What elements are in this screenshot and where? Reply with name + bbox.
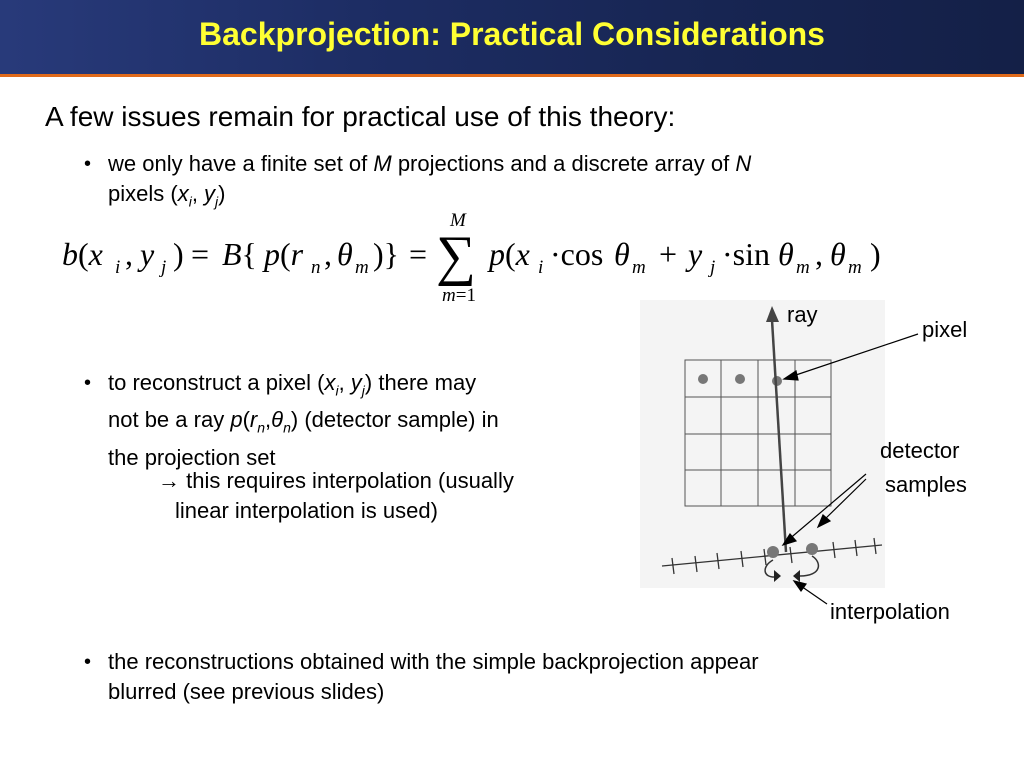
- svg-text:θ: θ: [614, 236, 630, 272]
- svg-text:θ: θ: [778, 236, 794, 272]
- svg-text:,: ,: [125, 236, 133, 272]
- bullet-missing-ray: • to reconstruct a pixel ($x_i$, $y_j$) there may not be a ray $p(r_n,\theta_n)$ (detector sample) in the projection set: [84, 370, 499, 470]
- right-arrow-icon: →: [158, 468, 180, 493]
- svg-text:): ): [173, 236, 184, 272]
- bullet-dot: •: [84, 372, 92, 394]
- bullet-finite-projections: • we only have a finite set of M projections and a discrete array of N pixels ($x_i$, $y_j$): [84, 151, 752, 210]
- svg-text:θ: θ: [830, 236, 846, 272]
- interpolation-note: → this requires interpolation (usually linear interpolation is used): [158, 468, 514, 523]
- svg-text:θ: θ: [337, 236, 353, 272]
- label-ray: ray: [787, 302, 818, 327]
- svg-text:+: +: [659, 236, 678, 272]
- svg-text:b(x: b(x: [62, 236, 103, 272]
- svg-text:p(x: p(x: [489, 236, 530, 272]
- svg-text:·sin: ·sin: [722, 236, 770, 272]
- svg-text:B{: B{: [222, 236, 257, 272]
- svg-text:i: i: [115, 257, 121, 278]
- svg-text:): ): [870, 236, 881, 272]
- svg-text:j: j: [710, 257, 716, 278]
- label-samples: samples: [885, 472, 967, 497]
- intro-text: A few issues remain for practical use of this theory:: [45, 101, 676, 132]
- svg-text:)}: )}: [373, 236, 400, 272]
- svg-text:M: M: [450, 210, 466, 231]
- svg-text:m: m: [848, 257, 862, 278]
- bullet-blurred-reconstructions: • the reconstructions obtained with the simple backprojection appear blurred (see previous slides): [84, 649, 759, 704]
- svg-text:=: =: [409, 236, 428, 272]
- svg-text:m: m: [355, 257, 369, 278]
- slide-title: Backprojection: Practical Considerations: [199, 16, 825, 52]
- label-pixel: pixel: [922, 317, 968, 342]
- svg-text:m=1: m=1: [442, 285, 476, 306]
- bullet-dot: •: [84, 651, 92, 673]
- svg-text:p(r: p(r: [264, 236, 304, 272]
- svg-text:j: j: [161, 257, 167, 278]
- svg-text:=: =: [191, 236, 210, 272]
- bullet-dot: •: [84, 153, 92, 175]
- svg-text:,: ,: [815, 236, 823, 272]
- svg-text:i: i: [538, 257, 544, 278]
- svg-text:m: m: [632, 257, 646, 278]
- svg-text:,: ,: [324, 236, 332, 272]
- svg-text:∑: ∑: [436, 225, 476, 287]
- svg-text:n: n: [311, 257, 321, 278]
- label-detector: detector: [880, 438, 960, 463]
- diagram-background: [640, 300, 885, 588]
- svg-text:·cos: ·cos: [550, 236, 604, 272]
- svg-text:y: y: [688, 236, 703, 272]
- svg-text:m: m: [796, 257, 810, 278]
- label-interpolation: interpolation: [830, 599, 950, 624]
- svg-text:y: y: [140, 236, 155, 272]
